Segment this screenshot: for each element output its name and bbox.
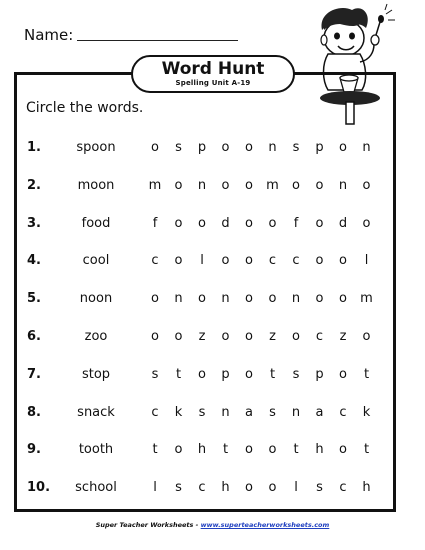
letter-cell[interactable]: o	[245, 140, 253, 155]
letter-cell[interactable]: n	[221, 291, 230, 307]
target-word: snack	[77, 404, 115, 420]
target-word: food	[81, 215, 111, 231]
letter-cell[interactable]: n	[268, 140, 277, 155]
letter-cell[interactable]: o	[151, 329, 159, 344]
letter-cell[interactable]: o	[339, 442, 347, 458]
letter-cell[interactable]: t	[363, 442, 370, 458]
letter-cell[interactable]: o	[221, 140, 230, 155]
letter-cell[interactable]: n	[174, 291, 183, 307]
letter-cell[interactable]: t	[175, 366, 182, 382]
letter-cell[interactable]: o	[245, 291, 253, 307]
letter-cell[interactable]: o	[315, 253, 324, 269]
letter-cell[interactable]: o	[198, 215, 206, 231]
name-field-line[interactable]	[77, 40, 238, 41]
target-word: school	[75, 480, 117, 496]
letter-cell[interactable]: s	[269, 404, 276, 420]
letter-cell[interactable]: t	[363, 366, 370, 382]
letter-cell[interactable]: o	[339, 253, 347, 269]
letter-cell[interactable]: h	[315, 442, 324, 458]
letter-cell[interactable]: d	[338, 215, 348, 231]
letter-cell[interactable]: l	[200, 253, 204, 269]
letter-cell[interactable]: o	[245, 366, 253, 382]
letter-cell[interactable]: o	[174, 177, 183, 193]
letter-cell[interactable]: o	[245, 177, 253, 193]
letter-cell[interactable]: o	[292, 177, 300, 193]
letter-cell[interactable]: s	[292, 366, 300, 382]
letter-cell[interactable]: o	[362, 329, 371, 344]
letter-cell[interactable]: h	[362, 480, 371, 496]
letter-cell[interactable]: p	[315, 366, 324, 382]
letter-cell[interactable]: o	[198, 366, 206, 382]
letter-cell[interactable]: z	[269, 329, 276, 344]
row-number: 7.	[27, 366, 41, 382]
letter-cell[interactable]: c	[151, 404, 159, 420]
letter-cell[interactable]: l	[364, 253, 369, 269]
letter-cell[interactable]: t	[152, 442, 158, 458]
letter-cell[interactable]: o	[245, 215, 253, 231]
footer-brand: Super Teacher Worksheets	[95, 521, 194, 529]
target-word: spoon	[76, 140, 116, 155]
letter-cell[interactable]: f	[152, 215, 158, 231]
row-number: 6.	[27, 329, 41, 344]
letter-cell[interactable]: h	[221, 480, 230, 496]
letter-cell[interactable]: z	[198, 329, 206, 344]
letter-cell[interactable]: c	[339, 404, 347, 420]
word-row	[0, 329, 425, 349]
letter-cell[interactable]: s	[151, 366, 159, 382]
letter-cell[interactable]: a	[315, 404, 324, 420]
letter-cell[interactable]: n	[362, 140, 371, 155]
letter-cell[interactable]: c	[339, 480, 347, 496]
instruction-text: Circle the words.	[26, 100, 144, 116]
letter-cell[interactable]: o	[268, 480, 277, 496]
letter-cell[interactable]: t	[293, 442, 299, 458]
word-row	[0, 291, 425, 311]
target-word: tooth	[78, 442, 114, 458]
letter-cell[interactable]: t	[269, 366, 276, 382]
letter-cell[interactable]: m	[266, 177, 279, 193]
word-row	[0, 140, 425, 160]
row-number: 1.	[27, 140, 41, 155]
letter-cell[interactable]: t	[222, 442, 229, 458]
letter-cell[interactable]: p	[221, 366, 230, 382]
word-row	[0, 405, 425, 425]
title-banner	[131, 55, 295, 93]
footer-separator: -	[195, 521, 199, 529]
letter-cell[interactable]: n	[291, 404, 301, 420]
letter-cell[interactable]: o	[292, 329, 300, 344]
letter-cell[interactable]: p	[197, 140, 207, 155]
letter-cell[interactable]: c	[292, 253, 300, 269]
letter-cell[interactable]: o	[221, 177, 230, 193]
letter-cell[interactable]: k	[174, 404, 183, 420]
letter-cell[interactable]: p	[315, 140, 324, 155]
letter-cell[interactable]: o	[245, 480, 253, 496]
row-number: 9.	[27, 442, 41, 458]
name-label: Name:	[24, 26, 74, 44]
letter-cell[interactable]: o	[221, 253, 230, 269]
letter-cell[interactable]: o	[362, 177, 371, 193]
letter-cell[interactable]: s	[175, 480, 182, 496]
letter-cell[interactable]: k	[362, 404, 371, 420]
letter-cell[interactable]: o	[268, 442, 277, 458]
letter-cell[interactable]: o	[245, 253, 253, 269]
letter-cell[interactable]: c	[151, 253, 159, 269]
footer	[0, 521, 425, 529]
letter-cell[interactable]: o	[315, 291, 324, 307]
letter-cell[interactable]: l	[294, 480, 298, 496]
row-number: 10.	[27, 480, 51, 496]
row-number: 4.	[27, 253, 41, 269]
letter-cell[interactable]: o	[221, 329, 230, 344]
letter-cell[interactable]: o	[339, 140, 347, 155]
letter-cell[interactable]: s	[316, 480, 323, 496]
word-row	[0, 367, 425, 387]
letter-cell[interactable]: s	[175, 140, 182, 155]
letter-cell[interactable]: m	[360, 291, 373, 307]
letter-cell[interactable]: o	[245, 329, 253, 344]
letter-cell[interactable]: f	[293, 215, 299, 231]
letter-cell[interactable]: d	[221, 215, 230, 231]
page-title: Word Hunt	[161, 59, 265, 79]
page-subtitle: Spelling Unit A-19	[175, 79, 251, 87]
word-row	[0, 480, 425, 500]
target-word: zoo	[84, 329, 108, 344]
word-row	[0, 216, 425, 236]
letter-cell[interactable]: o	[339, 291, 347, 307]
word-row	[0, 253, 425, 273]
footer-link[interactable]: www.superteacherworksheets.com	[200, 521, 330, 529]
letter-cell[interactable]: z	[339, 329, 347, 344]
row-number: 3.	[27, 215, 41, 231]
row-number: 5.	[27, 291, 41, 307]
target-word: moon	[77, 177, 115, 193]
letter-cell[interactable]: s	[198, 404, 206, 420]
letter-cell[interactable]: c	[198, 480, 206, 496]
letter-cell[interactable]: o	[174, 442, 183, 458]
letter-cell[interactable]: o	[268, 291, 277, 307]
letter-cell[interactable]: o	[315, 215, 324, 231]
letter-cell[interactable]: h	[197, 442, 207, 458]
word-row	[0, 178, 425, 198]
letter-cell[interactable]: n	[197, 177, 207, 193]
letter-cell[interactable]: o	[245, 442, 253, 458]
letter-cell[interactable]: o	[174, 215, 183, 231]
target-word: stop	[81, 366, 111, 382]
row-number: 2.	[27, 177, 41, 193]
word-row	[0, 442, 425, 462]
letter-cell[interactable]: o	[315, 177, 324, 193]
target-word: noon	[79, 291, 113, 307]
letter-cell[interactable]: o	[339, 366, 347, 382]
letter-cell[interactable]: o	[268, 215, 277, 231]
row-number: 8.	[27, 404, 41, 420]
target-word: cool	[82, 253, 110, 269]
letter-cell[interactable]: o	[362, 215, 371, 231]
letter-cell[interactable]: l	[153, 480, 157, 496]
letter-cell[interactable]: n	[221, 404, 230, 420]
letter-cell[interactable]: c	[268, 253, 277, 269]
letter-cell[interactable]: n	[338, 177, 348, 193]
letter-cell[interactable]: o	[198, 291, 206, 307]
letter-cell[interactable]: n	[291, 291, 301, 307]
letter-cell[interactable]: m	[148, 177, 162, 193]
letter-cell[interactable]: o	[151, 291, 159, 307]
letter-cell[interactable]: s	[292, 140, 300, 155]
letter-cell[interactable]: c	[315, 329, 324, 344]
letter-cell[interactable]: o	[151, 140, 159, 155]
letter-cell[interactable]: a	[245, 404, 253, 420]
letter-cell[interactable]: o	[174, 253, 183, 269]
letter-cell[interactable]: o	[174, 329, 183, 344]
